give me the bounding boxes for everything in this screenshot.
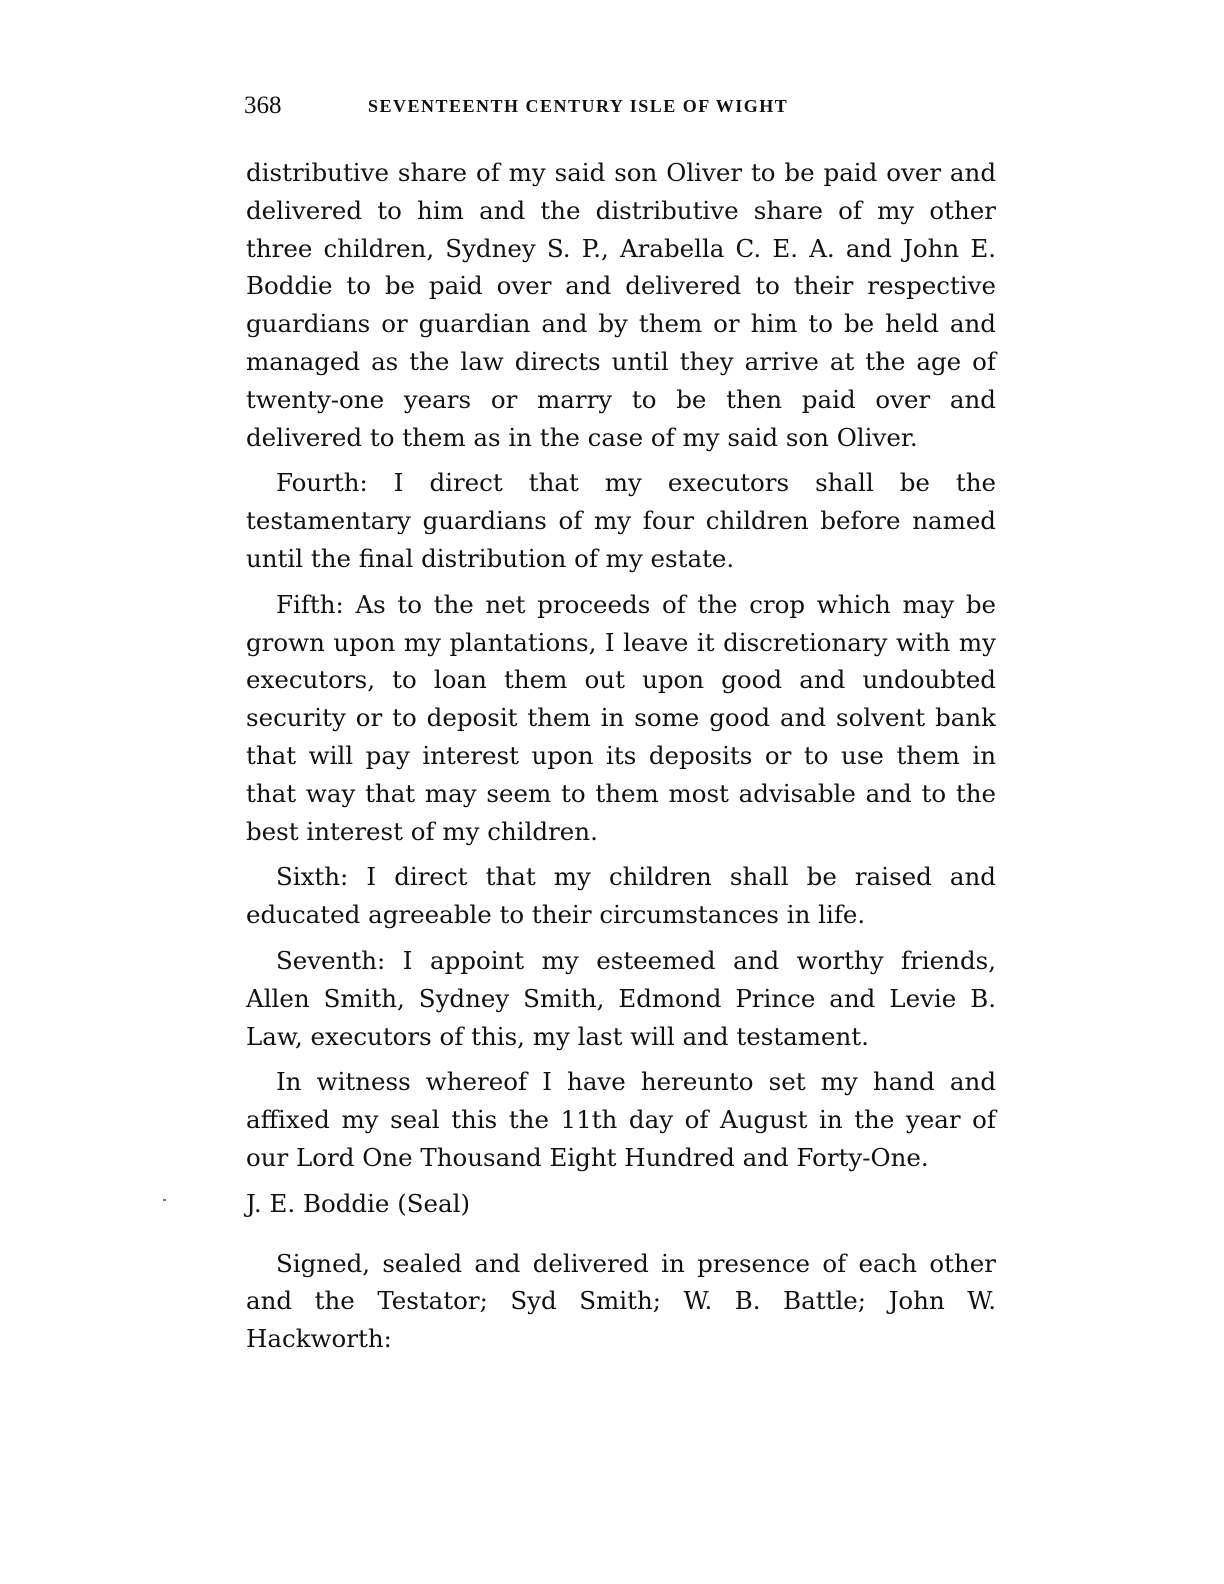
paragraph-continuation: distributive share of my said son Oliver to be paid over and delivered to him and the distributive share of my other three children, Sydney S. P., Arabella C. E. A. and John E. Boddie to be paid over and delivered to their respective guardians or guardian and by them or him to be held and managed as the law directs until they arrive at the age of twenty-one years or marry to be then paid over and delivered to them as in the case of my said son Oliver. bbox=[246, 158, 996, 452]
body-text bbox=[246, 154, 996, 1366]
paragraph-witness: In witness whereof I have hereunto set my hand and affixed my seal this the 11th day of August in the year of our Lord One Thousand Eight Hundred and Forty-One. bbox=[246, 1067, 996, 1172]
running-title: SEVENTEENTH CENTURY ISLE OF WIGHT bbox=[368, 96, 789, 116]
paragraph-fifth: Fifth: As to the net proceeds of the crop which may be grown upon my plantations, I leave it discretionary with my executors, to loan them out upon good and undoubted security or to deposit them in some good and solvent bank that will pay interest upon its deposits or to use them in that way that may seem to them most advisable and to the best interest of my children. bbox=[246, 589, 996, 846]
running-header bbox=[244, 91, 1004, 125]
page-number: 368 bbox=[244, 92, 282, 119]
paragraph-seventh: Seventh: I appoint my esteemed and worthy friends, Allen Smith, Sydney Smith, Edmond Prince and Levie B. Law, executors of this, my last will and testament. bbox=[246, 945, 996, 1051]
paragraph-sixth: Sixth: I direct that my children shall be raised and educated agreeable to their circumstances in life. bbox=[246, 862, 996, 930]
signature: J. E. Boddie (Seal) bbox=[246, 1188, 471, 1218]
paragraph-fourth: Fourth: I direct that my executors shall be the testamentary guardians of my four children before named until the final distribution of my estate. bbox=[246, 468, 996, 573]
paragraph-attestation: Signed, sealed and delivered in presence of each other and the Testator; Syd Smith; W. B. Battle; John W. Hackworth: bbox=[246, 1248, 996, 1354]
stray-mark bbox=[163, 1199, 166, 1201]
